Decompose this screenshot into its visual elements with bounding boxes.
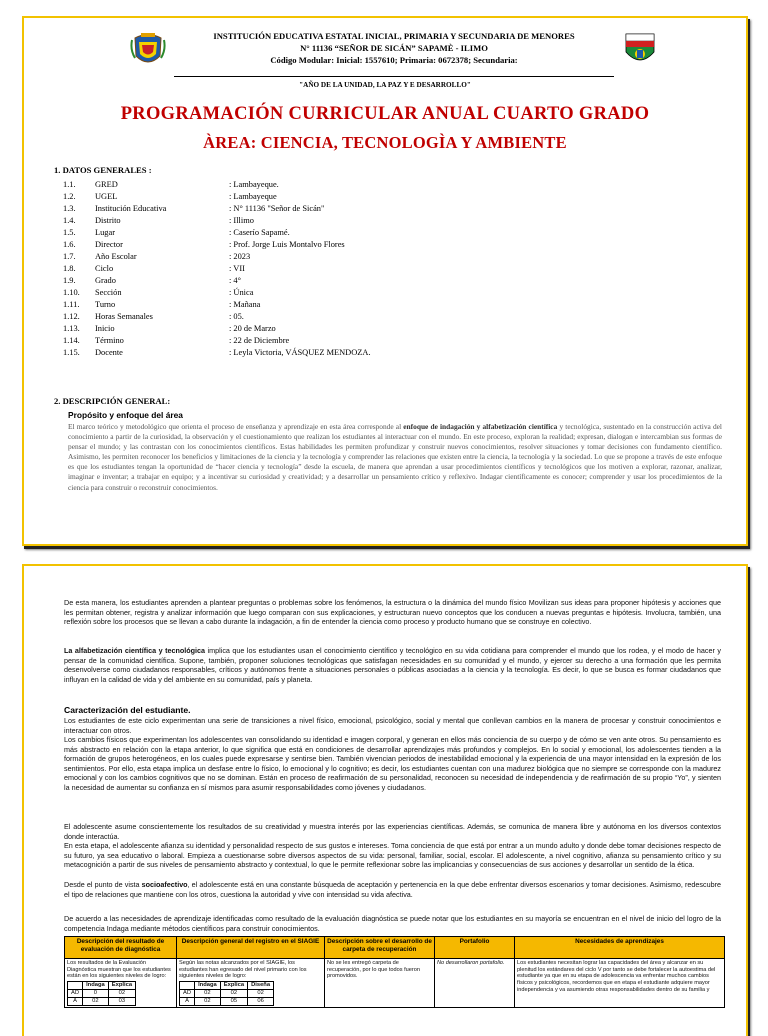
row-label: UGEL [95,192,118,201]
row-value: : 20 de Marzo [229,324,276,333]
table-cell-diagnostica [65,959,177,1008]
row-value: : Illimo [229,216,254,225]
row-number: 1.14. [63,336,80,345]
mini-cell: 02 [248,990,274,998]
paragraph-transiciones: Los estudiantes de este ciclo experimentan una serie de transiciones a nivel físico, emocional, psicológico, social y mental que conllevan cambios en la manera de procesar y construir conocimientos e interactuar con otros. [64,716,721,735]
purpose-subheading: Propósito y enfoque del área [68,410,183,420]
row-number: 1.10. [63,288,80,297]
mini-header: Indaga [195,982,221,990]
section-heading-descripcion: 2. DESCRIPCIÓN GENERAL: [54,396,171,406]
siagie-levels-table [179,981,274,1006]
mini-header: Diseña [248,982,274,990]
diagnostic-levels-table [67,981,136,1006]
table-header: Descripción general del registro en el SIAGIE [177,937,325,959]
row-label: Horas Semanales [95,312,153,321]
row-number: 1.12. [63,312,80,321]
row-value: : Mañana [229,300,261,309]
row-label: Sección [95,288,122,297]
row-number: 1.11. [63,300,80,309]
row-value: : Caserío Sapamé. [229,228,290,237]
purpose-text-b: y tecnológica, sustentado en la construcción activa del conocimiento a partir de la curiosidad, la observación y el cuestionamiento que realizan los estudiantes al interactuar con el mundo. En este proceso, exploran la realidad; expresan, dialogan e intercambian sus formas de pensar el mundo; y las contrastan con los conocimientos científicos. Estas habilidades les permiten profundizar y construir nuevos conocimientos, resolver situaciones y tomar decisiones con fundamento científico. Asimismo, les permiten reconocer los beneficios y limitaciones de la ciencia y la tecnología y comprender las relaciones que existen entre la ciencia, la tecnología y la sociedad. Lo que se propone a través de este enfoque es que los estudiantes tengan la oportunidad de “hacer ciencia y tecnología” desde la escuela, de manera que aprendan a usar procedimientos científicos y tecnológicos que los motiven a explorar, razonar, analizar, imaginar e inventar; a trabajar en equipo; y a incentivar su curiosidad y creatividad; y a desarrollar un pensamiento crítico y reflexivo. Indagar científicamente es conocer; comprender y usar los procedimientos de la ciencia para construir o reconstruir conocimientos. [68,422,722,492]
alfabetizacion-bold: La alfabetización científica y tecnológica [64,646,206,655]
row-label: GRED [95,180,118,189]
row-value: : N° 11136 "Señor de Sicán" [229,204,325,213]
row-number: 1.13. [63,324,80,333]
paragraph-creatividad: El adolescente asume conscientemente los resultados de su creatividad y muestra interés por las experiencias científicas. Además, se comunica de manera libre y autónoma en los diversos contextos donde interactúa. [64,822,721,841]
mini-cell: 02 [83,998,109,1006]
row-number: 1.8. [63,264,76,273]
row-number: 1.3. [63,204,76,213]
caracterizacion-heading: Caracterización del estudiante. [64,705,191,715]
row-label: Docente [95,348,123,357]
row-number: 1.4. [63,216,76,225]
row-number: 1.9. [63,276,76,285]
table-cell-necesidades: Los estudiantes necesitan lograr las capacidades del área y alcanzar en su plenitud los estándares del ciclo V por tanto se debe fortalecer la autoestima del estudiante ya que en su etapa de adolescencia va enfrentar muchos cambios físicos y psicológicos, recordemos que en etapa el estudiante adquiere mayor independencia y va asumiendo otras responsabilidades dentro de su familia y [515,959,725,1008]
row-label: Turno [95,300,116,309]
row-label: Lugar [95,228,115,237]
paragraph-necesidades: De acuerdo a las necesidades de aprendizaje identificadas como resultado de la evaluación diagnóstica se puede notar que los estudiantes en su mayoría se encuentran en el nivel de inicio del logro de la competencia Indaga mediante métodos científicos para construir conocimientos. [64,914,721,933]
table-header: Necesidades de aprendizajes [515,937,725,959]
row-value: : 2023 [229,252,251,261]
siagie-text: Según las notas alcanzados por el SIAGIE, los estudiantes han egresado del nivel primario con los siguientes niveles de logro: [179,960,307,980]
row-number: 1.6. [63,240,76,249]
section-heading-datos: 1. DATOS GENERALES : [54,165,152,175]
alfabetizacion-text: implica que los estudiantes usan el conocimiento científico y tecnológico en su vida cotidiana para comprender el mundo que los rodea, y el modo de hacer y pensar de la comunidad científica. Supone, también, proponer soluciones tecnológicas que satisfagan necesidades en su comunidad y el mundo, y ejercer su derecho a una formación que les permita desenvolverse como ciudadanos responsables, críticos y autónomos frente a situaciones personales o públicas asociadas a la ciencia y la tecnología. Es decir, lo que se busca es formar ciudadanos que influyan en la calidad de vida y del ambiente en su comunidad, país y planeta. [64,646,721,684]
paragraph-cambios-fisicos: Los cambios físicos que experimentan los adolescentes van consolidando su identidad e imagen corporal, y generan en ellos más conciencia de su cuerpo y de cómo se ven ante otros. Su pensamiento es más abstracto en relación con la etapa anterior, lo que significa que está en condiciones de desarrollar aprendizajes más profundos y complejos. En lo social y emocional, los adolescentes tienden a la formación de grupos heterogéneos, en los cuales puede expresarse y sentirse bien. También vivencian periodos de inestabilidad emocional y la experiencia de una mayor intensidad en la expresión de los sentimientos. Por ello, esta etapa implica un desfase entre lo físico, lo emocional y lo cognitivo; es decir, los estudiantes cuentan con una madurez biológica que no siempre se corresponde con la madurez emocional y con los cambios cognitivos que no se dominan. Están en proceso de reafirmación de su personalidad, reconocen su necesidad de independencia y de reafirmación de su propio “Yo”, y sienten la necesidad de aumentar su confianza en sí mismos para asumir responsabilidades como jóvenes y ciudadanos. [64,735,721,792]
socioafectivo-bold: socioafectivo [141,880,188,889]
mini-cell: 0 [83,990,109,998]
mini-cell: 02 [195,990,221,998]
document-page-1 [22,16,748,546]
row-value: : 05. [229,312,244,321]
table-cell-recuperacion: No se les entregó carpeta de recuperación, por lo que todos fueron promovidos. [325,959,435,1008]
socioafectivo-text-b: , el adolescente está en una constante búsqueda de aceptación y pertenencia en la que debe enfrentar diversos escenarios y tomar decisiones. Asimismo, redescubre el tipo de relaciones que mantiene con los otros, cuestiona la autoridad y vive con intensidad su vida afectiva. [64,880,721,899]
table-header: Descripción sobre el desarrollo de carpeta de recuperación [325,937,435,959]
mini-cell: A [68,998,83,1006]
row-value: : Lambayeque. [229,180,279,189]
mini-cell: 05 [220,998,247,1006]
mini-cell: 02 [195,998,221,1006]
table-row [65,959,725,1008]
area-title: ÀREA: CIENCIA, TECNOLOGÌA Y AMBIENTE [203,133,567,152]
paragraph-questions: De esta manera, los estudiantes aprenden a plantear preguntas o problemas sobre los fenómenos, la estructura o la dinámica del mundo físico Movilizan sus ideas para proponer hipótesis y acciones que les permitan obtener, registra y analizar información que luego comparan con sus explicaciones, y estructuran nuevo conceptos que los conducen a nuevas preguntas e hipótesis. Involucra, también, una reflexión sobre los procesos que se llevan a cabo durante la indagación, a fin de entender la ciencia como proceso y producto humano que se construye en colectivo. [64,598,721,627]
document-title: PROGRAMACIÓN CURRICULAR ANUAL CUARTO GRADO [120,104,650,124]
paragraph-socioafectivo [64,880,721,899]
letterhead-text [174,30,614,66]
school-shield-icon [622,30,658,70]
institution-name: INSTITUCIÓN EDUCATIVA ESTATAL INICIAL, PRIMARIA Y SECUNDARIA DE MENORES [213,31,575,41]
mini-cell: 02 [220,990,247,998]
row-value: : Única [229,288,254,297]
row-label: Año Escolar [95,252,137,261]
row-value: : VII [229,264,245,273]
row-value: : Leyla Victoria, VÁSQUEZ MENDOZA. [229,348,371,357]
diagnostic-text: Los resultados de la Evaluación Diagnóstica muestran que los estudiantes están en los siguientes niveles de logro: [67,960,171,980]
row-number: 1.7. [63,252,76,261]
mini-cell: AD [180,990,195,998]
row-value: : Prof. Jorge Luis Montalvo Flores [229,240,345,249]
mini-header: Explica [220,982,247,990]
mini-header: Explica [108,982,135,990]
purpose-text-a: El marco teórico y metodológico que orienta el proceso de enseñanza y aprendizaje en esta área corresponde al [68,422,404,431]
mini-cell: 03 [108,998,135,1006]
table-header: Portafolio [435,937,515,959]
paragraph-identidad: En esta etapa, el adolescente afianza su identidad y personalidad respecto de sus gustos e intereses. Toma conciencia de que está por entrar a un mundo adulto y donde debe tomar decisiones respecto de su futuro, ya sea educativo o laboral. Empieza a cuestionarse sobre diversos aspectos de su vida: personal, familiar, social, escolar. El adolescente, a nivel cognitivo, afianza su pensamiento crítico y su metacognición a partir de sus niveles de pensamiento abstracto y contextual, lo que le permite reflexionar sobre las implicancias y consecuencias de sus acciones y desarrollar un sentido de la ética. [64,841,721,870]
mini-header: Indaga [83,982,109,990]
row-number: 1.1. [63,180,76,189]
row-value: : 22 de Diciembre [229,336,290,345]
purpose-text-bold: enfoque de indagación y alfabetización científica [403,422,558,431]
row-value: : Lambayeque [229,192,277,201]
table-header: Descripción del resultado de evaluación de diagnóstica [65,937,177,959]
institution-crest-icon [130,30,166,70]
row-number: 1.2. [63,192,76,201]
diagnostic-table [64,936,725,1008]
table-cell-portafolio: No desarrollaron portafolio. [435,959,515,1008]
purpose-paragraph [68,422,722,493]
row-label: Ciclo [95,264,114,273]
year-motto: "AÑO DE LA UNIDAD, LA PAZ Y E DESARROLLO" [299,81,471,89]
row-value: : 4° [229,276,241,285]
paragraph-alfabetizacion [64,646,721,684]
table-header-row [65,937,725,959]
mini-header [180,982,195,990]
row-label: Grado [95,276,116,285]
socioafectivo-text-a: Desde el punto de vista [64,880,142,889]
row-label: Institución Educativa [95,204,167,213]
row-number: 1.5. [63,228,76,237]
mini-header [68,982,83,990]
institution-number: N° 11136 “SEÑOR DE SICÁN” SAPAMÈ - ILIMO [300,43,488,53]
letterhead [24,18,746,88]
row-label: Distrito [95,216,121,225]
row-label: Inicio [95,324,115,333]
row-label: Director [95,240,123,249]
mini-cell: A [180,998,195,1006]
mini-cell: AD [68,990,83,998]
letterhead-divider [174,76,614,77]
mini-cell: 02 [108,990,135,998]
table-cell-siagie [177,959,325,1008]
row-label: Término [95,336,124,345]
row-number: 1.15. [63,348,80,357]
mini-cell: 06 [248,998,274,1006]
modular-code: Código Modular: Inicial: 1557610; Primaria: 0672378; Secundaria: [270,55,518,65]
document-page-2 [22,564,748,1036]
